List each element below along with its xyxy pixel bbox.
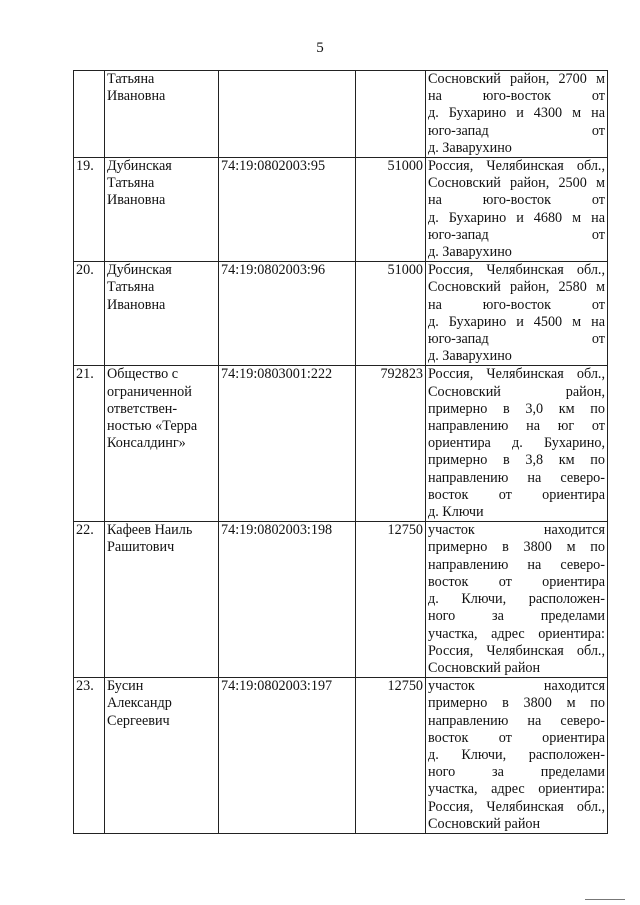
owner-name-line: ностью «Терра [107, 418, 198, 435]
address-line: ного за пределами [428, 764, 605, 781]
owner-name-line: ответствен- [107, 400, 178, 417]
table-row [74, 71, 608, 158]
address-line: восток от ориентира [428, 729, 605, 746]
owner-name-cell [105, 71, 219, 158]
owner-name-line: Дубинская [107, 262, 172, 279]
cadastral-number: 74:19:0803001:222 [219, 366, 356, 522]
cadastral-number: 74:19:0802003:197 [219, 678, 356, 834]
address-line: участок находится [428, 522, 605, 539]
address-cell [426, 71, 608, 158]
table-row [74, 158, 608, 262]
address-cell [426, 262, 608, 366]
address-line: Сосновский район, 2580 м [428, 279, 605, 296]
address-line: д. Бухарино и 4300 м на [428, 105, 605, 122]
owner-name-line: Сергеевич [107, 712, 170, 729]
address-cell [426, 366, 608, 522]
address-line: направлению на северо- [428, 556, 605, 573]
address-line: восток от ориентира [428, 573, 605, 590]
address-line: ориентира д. Бухарино, [428, 435, 605, 452]
address-line: направлению на юг от [428, 418, 605, 435]
address-line: направлению на северо- [428, 712, 605, 729]
address-line: д. Бухарино и 4500 м на [428, 313, 605, 330]
address-line: д. Бухарино и 4680 м на [428, 209, 605, 226]
owner-name-line: Татьяна [107, 175, 155, 192]
address-line: Россия, Челябинская обл., [428, 642, 605, 659]
address-line: участка, адрес ориентира: [428, 781, 605, 798]
cadastral-number: 74:19:0802003:96 [219, 262, 356, 366]
address-cell [426, 678, 608, 834]
owner-name-line: Рашитович [107, 539, 175, 556]
address-line: примерно в 3800 м по [428, 695, 605, 712]
address-line: Россия, Челябинская обл., [428, 158, 605, 175]
address-line: д. Заварухино [428, 348, 512, 365]
owner-name-cell [105, 158, 219, 262]
address-line: д. Ключи, расположен- [428, 591, 605, 608]
address-line: на юго-восток от [428, 88, 605, 105]
row-number: 23. [74, 678, 105, 834]
row-number: 22. [74, 522, 105, 678]
owner-name-cell [105, 678, 219, 834]
table-body [74, 71, 608, 834]
address-line: примерно в 3,8 км по [428, 452, 605, 469]
address-line: Сосновский район, [428, 383, 605, 400]
owner-name-line: Татьяна [107, 71, 155, 87]
address-line: д. Ключи [428, 504, 484, 521]
table-row [74, 678, 608, 834]
plot-area: 51000 [356, 158, 426, 262]
address-line: примерно в 3,0 км по [428, 400, 605, 417]
address-line: восток от ориентира [428, 486, 605, 503]
owner-name-line: Татьяна [107, 279, 155, 296]
owner-name-line: Консалдинг» [107, 435, 186, 452]
address-line: Россия, Челябинская обл., [428, 262, 605, 279]
owner-name-line: Ивановна [107, 192, 166, 209]
owner-name-line: Дубинская [107, 158, 172, 175]
address-line: ного за пределами [428, 608, 605, 625]
address-line: на юго-восток от [428, 192, 605, 209]
row-number: 21. [74, 366, 105, 522]
page-number: 5 [316, 40, 324, 56]
address-line: Сосновский район, 2500 м [428, 175, 605, 192]
address-line: участок находится [428, 678, 605, 695]
owner-name-cell [105, 366, 219, 522]
table-row [74, 366, 608, 522]
cadastral-number: 74:19:0802003:198 [219, 522, 356, 678]
owner-name-line: Кафеев Наиль [107, 522, 193, 539]
address-cell [426, 158, 608, 262]
row-number [74, 71, 105, 158]
row-number: 20. [74, 262, 105, 366]
address-line: Сосновский район, 2700 м [428, 71, 605, 87]
owner-name-line: Александр [107, 695, 172, 712]
address-line: участка, адрес ориентира: [428, 625, 605, 642]
owner-name-line: Ивановна [107, 296, 166, 313]
land-plot-table [73, 70, 608, 834]
owner-name-line: ограниченной [107, 383, 192, 400]
address-line: юго-запад от [428, 122, 605, 139]
owner-name-cell [105, 522, 219, 678]
address-line: Россия, Челябинская обл., [428, 798, 605, 815]
address-line: примерно в 3800 м по [428, 539, 605, 556]
cadastral-number [219, 71, 356, 158]
plot-area [356, 71, 426, 158]
address-line: Россия, Челябинская обл., [428, 366, 605, 383]
address-line: д. Ключи, расположен- [428, 746, 605, 763]
plot-area: 12750 [356, 522, 426, 678]
address-line: юго-запад от [428, 226, 605, 243]
address-line: Сосновский район [428, 659, 541, 676]
row-number: 19. [74, 158, 105, 262]
plot-area: 12750 [356, 678, 426, 834]
address-line: юго-запад от [428, 331, 605, 348]
footer-rule [585, 899, 625, 900]
address-line: д. Заварухино [428, 244, 512, 261]
address-line: на юго-восток от [428, 296, 605, 313]
table-row [74, 522, 608, 678]
address-line: направлению на северо- [428, 469, 605, 486]
plot-area: 51000 [356, 262, 426, 366]
owner-name-line: Бусин [107, 678, 144, 695]
address-line: д. Заварухино [428, 139, 512, 156]
plot-area: 792823 [356, 366, 426, 522]
table-row [74, 262, 608, 366]
address-line: Сосновский район [428, 815, 541, 832]
address-cell [426, 522, 608, 678]
owner-name-cell [105, 262, 219, 366]
owner-name-line: Общество с [107, 366, 179, 383]
cadastral-number: 74:19:0802003:95 [219, 158, 356, 262]
owner-name-line: Ивановна [107, 88, 166, 105]
